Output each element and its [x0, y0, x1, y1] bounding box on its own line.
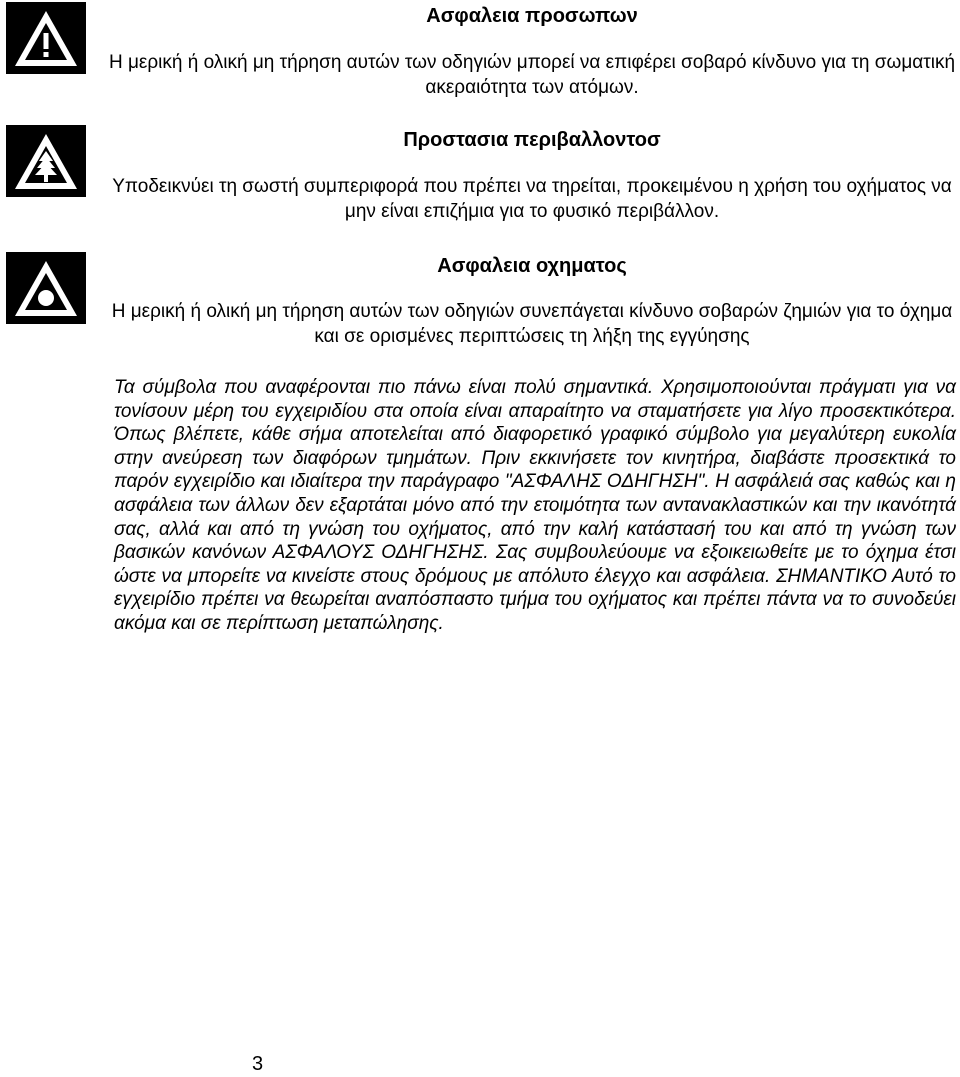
section-title-vehicle-safety: Ασφαλεια οχηματος	[437, 255, 627, 277]
section-text-personal-safety: Η μερική ή ολική μη τήρηση αυτών των οδηγιών μπορεί να επιφέρει σοβαρό κίνδυνο για τη σωματική ακεραιότητα των ατόμων.	[108, 52, 956, 98]
exclamation-warning-icon	[6, 2, 86, 74]
page-number: 3	[252, 1053, 264, 1075]
circle-warning-icon	[6, 252, 86, 324]
body-paragraph: Τα σύμβολα που αναφέρονται πιο πάνω είναι πολύ σημαντικά. Χρησιμοποιούνται πράγματι για να τονίσουν μέρη του εγχειριδίου στα οποία είναι απαραίτητο να σταματήσετε για λίγο προσεκτικότερα. Όπως βλέπετε, κάθε σήμα αποτελείται από διαφορετικό γραφικό σύμβολο για μεγαλύτερη ευκολία στην ανεύρεση των διαφόρων τμημάτων. Πριν εκκινήσετε τον κινητήρα, διαβάστε προσεκτικά το παρόν εγχειρίδιο και ιδιαίτερα την παράγραφο "ΑΣΦΑΛΗΣ ΟΔΗΓΗΣΗ". Η ασφάλειά σας καθώς και η ασφάλεια των άλλων δεν εξαρτάται μόνο από την ετοιμότητα των αντανακλαστικών και την ικανότητά σας, αλλά και από τη γνώση του οχήματος, από την καλή κατάστασή του και από τη γνώση των βασικών κανόνων ΑΣΦΑΛΟΥΣ ΟΔΗΓΗΣΗΣ. Σας συμβουλεύουμε να εξοικειωθείτε με το όχημα έτσι ώστε να μπορείτε να κινείστε στους δρόμους με απόλυτο έλεγχο και ασφάλεια. ΣΗΜΑΝΤΙΚΟ Αυτό το εγχειρίδιο πρέπει να θεωρείται αναπόσπαστο τμήμα του οχήματος και πρέπει πάντα να το συνοδεύει ακόμα και σε περίπτωση μεταπώλησης.	[114, 377, 956, 634]
tree-warning-icon	[6, 125, 86, 197]
section-text-environment: Υποδεικνύει τη σωστή συμπεριφορά που πρέπει να τηρείται, προκειμένου η χρήση του οχήματος να μην είναι επιζήμια για το φυσικό περιβάλλον.	[112, 176, 952, 222]
section-title-personal-safety: Ασφαλεια προσωπων	[426, 5, 638, 27]
section-text-vehicle-safety: Η μερική ή ολική μη τήρηση αυτών των οδηγιών συνεπάγεται κίνδυνο σοβαρών ζημιών για το όχημα και σε ορισμένες περιπτώσεις τη λήξη της εγγύησης	[111, 301, 953, 347]
section-title-environment: Προστασια περιβαλλοντοσ	[403, 129, 661, 151]
